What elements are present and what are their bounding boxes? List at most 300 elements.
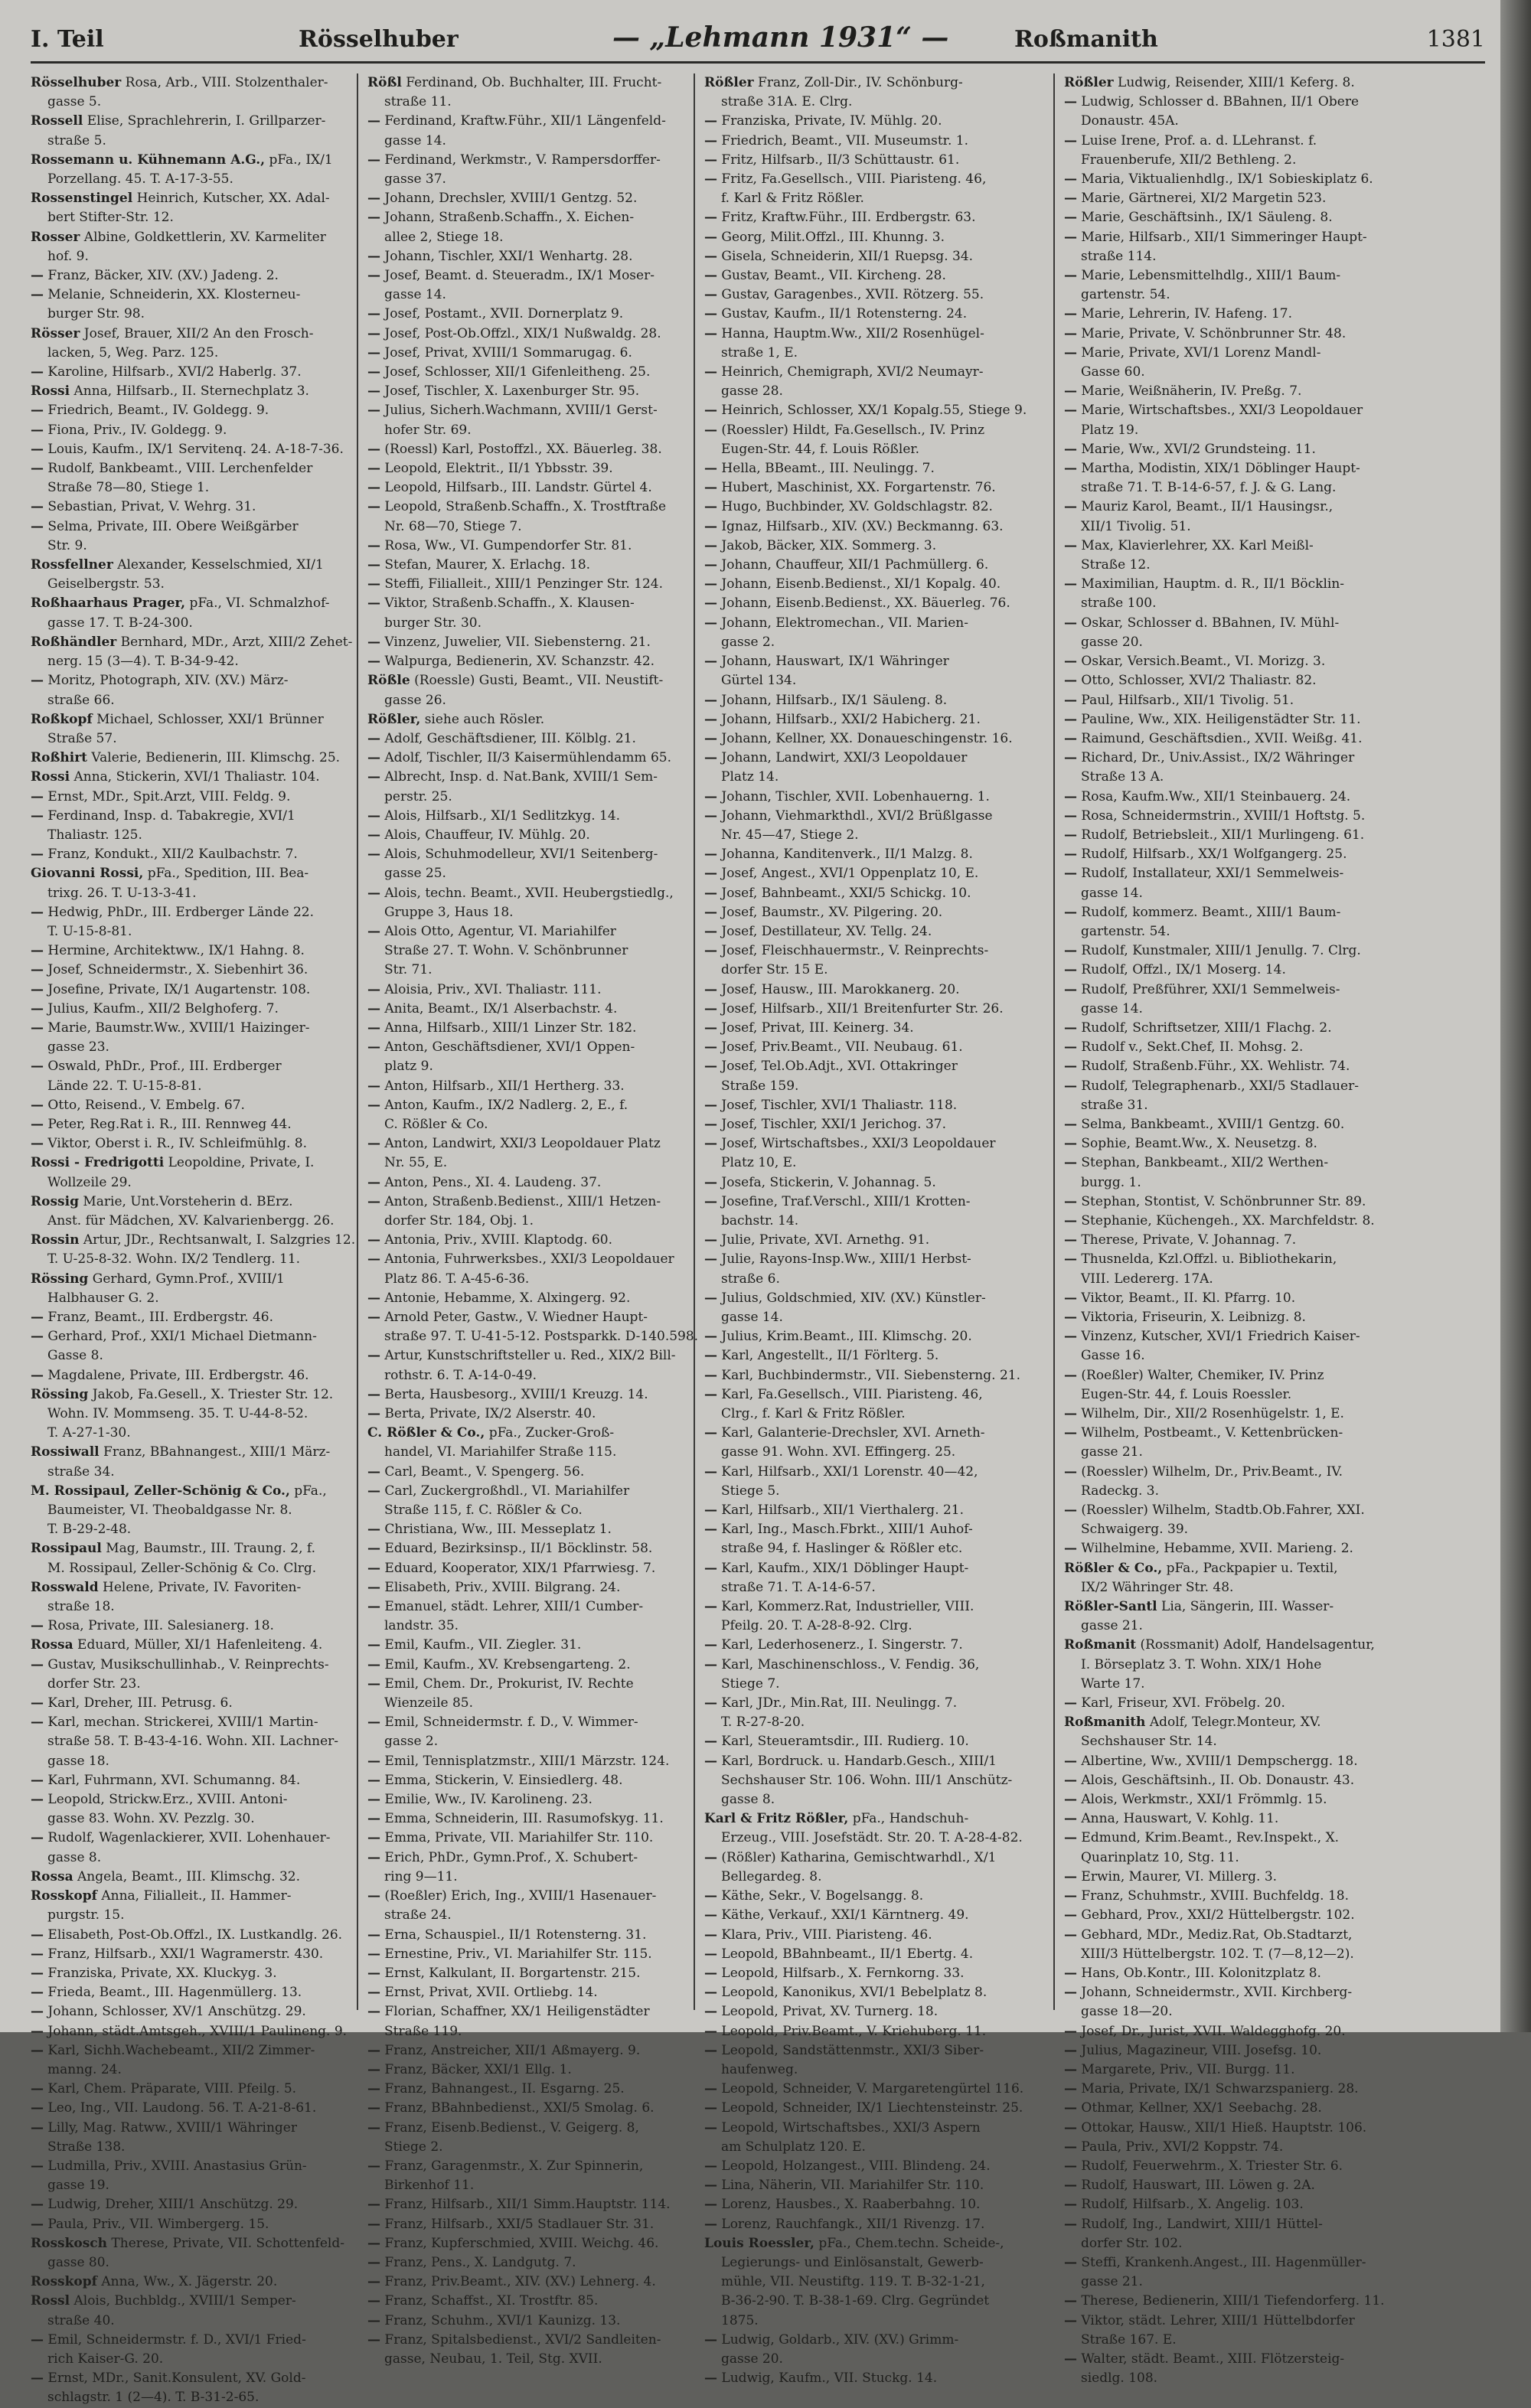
entry-details: Oskar, Schlosser d. BBahnen, IV. Mühl- [1081,615,1340,631]
entry-surname: — [367,1020,380,1036]
entry-details: Ludmilla, Priv., XVIII. Anastasius Grün- [47,2158,307,2174]
directory-entry [704,2022,1020,2041]
entry-details: Sebastian, Privat, V. Wehrg. 31. [47,499,256,515]
directory-entry [704,1289,1020,1308]
directory-entry [367,2195,683,2214]
directory-entry [31,1289,346,1308]
entry-details: (Roeßler) Erich, Ing., XVIII/1 Hasenauer- [384,1888,657,1904]
directory-entry [367,1771,683,1790]
entry-details: Marie, Lebensmittelhdlg., XIII/1 Baum- [1081,268,1341,284]
entry-details: straße 58. T. B-43-4-16. Wohn. XII. Lachner- [47,1734,339,1750]
entry-details: Warte 17. [1081,1675,1145,1692]
entry-surname: — [1064,827,1077,843]
entry-surname: — [31,1715,44,1731]
directory-entry [367,1964,683,1983]
directory-entry [1064,845,1379,864]
entry-surname: Rössing [31,1271,89,1287]
directory-entry [704,421,1020,440]
entry-details: gasse 23. [47,1039,109,1056]
entry-details: (Roessle) Gusti, Beamt., VII. Neustift- [414,673,664,689]
entry-surname: — [704,866,717,882]
directory-entry [31,1115,346,1134]
entry-surname: — [1064,306,1077,322]
entry-details: (Rossmanit) Adolf, Handelsagentur, [1140,1637,1375,1653]
entry-details: Wilhelm, Dir., XII/2 Rosenhügelstr. 1, E. [1081,1406,1344,1422]
entry-details: bachstr. 14. [721,1212,799,1228]
directory-entry [31,1193,346,1212]
entry-surname: — [704,1927,717,1943]
entry-details: Leopold, Sandstättenmstr., XXI/3 Siber- [721,2042,984,2058]
entry-details: Eugen-Str. 44, f. Louis Roessler. [1081,1386,1292,1402]
entry-details: Albertine, Ww., XVIII/1 Dempschergg. 18. [1081,1753,1358,1769]
directory-entry [704,459,1020,478]
entry-details: Anna, Ww., X. Jägerstr. 20. [101,2274,278,2290]
entry-surname: — [704,2178,717,2194]
entry-details: Wilhelmine, Hebamme, XVII. Marieng. 2. [1081,1541,1353,1557]
entry-surname: — [1064,94,1077,110]
entry-surname: — [31,2042,44,2058]
entry-details: Straße 57. [47,730,117,746]
last-entry-word: Roßmanith [1014,26,1158,53]
entry-details: Franz, Beamt., III. Erdbergstr. 46. [47,1310,274,1325]
entry-surname: — [704,904,717,920]
entry-details: Anna, Filialleit., II. Hammer- [101,1888,292,1904]
entry-details: VIII. Ledererg. 17A. [1081,1271,1213,1287]
entry-details: Vinzenz, Juwelier, VII. Siebensterng. 21. [384,634,651,650]
entry-surname: — [704,1522,717,1538]
entry-details: Wilhelm, Postbeamt., V. Kettenbrücken- [1081,1425,1343,1441]
entry-surname: — [704,268,717,284]
entry-surname: Rössing [31,1386,89,1402]
entry-details: gasse 14. [721,1310,783,1325]
directory-entry [31,459,346,478]
directory-entry [367,1463,683,1482]
entry-details: Julius, Sicherh.Wachmann, XVIII/1 Gerst- [384,403,658,419]
entry-details: Selma, Bankbeamt., XVIII/1 Gentzg. 60. [1081,1116,1345,1132]
entry-details: Johann, Straßenb.Schaffn., X. Eichen- [384,210,635,226]
entry-details: pFa., Spedition, III. Bea- [147,866,309,882]
directory-entry [31,1809,346,1829]
entry-details: Elise, Sprachlehrerin, I. Grillparzer- [87,113,326,129]
entry-details: Ludwig, Schlosser d. BBahnen, II/1 Obere [1081,94,1360,110]
directory-entry [704,1346,1020,1366]
directory-entry [704,1019,1020,1038]
directory-entry [704,614,1020,633]
directory-entry [367,729,683,749]
entry-surname: — [31,1695,44,1711]
entry-surname: — [31,981,44,997]
directory-entry [1064,189,1379,208]
directory-entry [367,459,683,478]
entry-surname: — [367,1251,380,1268]
directory-entry [367,1327,699,1346]
directory-entry [31,1926,346,1945]
entry-surname: — [31,1097,44,1113]
entry-surname: — [1064,1329,1077,1345]
directory-entry [1064,1077,1379,1096]
directory-entry [367,1193,683,1212]
directory-entry [1064,1231,1379,1250]
entry-details: Frieda, Beamt., III. Hagenmüllerg. 13. [47,1985,302,2001]
directory-entry [1064,93,1379,112]
directory-entry [1064,2119,1379,2138]
entry-surname: — [1064,499,1077,515]
directory-entry [367,2292,683,2311]
entry-details: Josefine, Private, IX/1 Augartenstr. 108. [47,981,311,997]
entry-surname: — [1064,383,1077,400]
directory-entry [1064,1308,1379,1327]
entry-details: Rudolf, Preßführer, XXI/1 Semmelweis- [1081,981,1340,997]
entry-details: Franz, BBahnbedienst., XXI/5 Smolag. 6. [384,2100,655,2116]
entry-details: Leopold, Elektrit., II/1 Ybbsstr. 39. [384,461,613,477]
directory-entry [1064,1019,1379,1038]
entry-details: (Rößler) Katharina, Gemischtwarhdl., X/1 [721,1849,997,1865]
entry-surname: — [367,248,380,264]
entry-surname: Rösser [31,325,80,341]
directory-entry [1064,2041,1379,2061]
entry-surname: — [704,461,717,477]
entry-surname: — [704,422,717,438]
entry-details: Alois, techn. Beamt., XVII. Heubergstiedlg., [384,885,674,901]
directory-entry [31,652,346,671]
entry-surname: — [31,1367,44,1383]
entry-details: Anton, Geschäftsdiener, XVI/1 Oppen- [384,1039,635,1056]
entry-surname: M. Rossipaul, Zeller-Schönig & Co., [31,1483,290,1499]
directory-entry [31,1829,346,1848]
entry-details: Wohn. IV. Mommseng. 35. T. U-44-8-52. [47,1406,308,1422]
entry-details: purgstr. 15. [47,1907,125,1923]
entry-details: Marie, Private, V. Schönbrunner Str. 48. [1081,325,1347,341]
directory-entry [31,1656,346,1675]
entry-details: Straße 78—80, Stiege 1. [47,480,210,496]
directory-entry [704,1732,1020,1751]
directory-entry [1064,768,1379,787]
entry-details: Antonia, Priv., XVIII. Klaptodg. 60. [384,1232,612,1248]
directory-entry [1064,556,1379,575]
directory-entry [367,2215,683,2234]
entry-surname: — [1064,1212,1077,1228]
entry-details: Franz, Zoll-Dir., IV. Schönburg- [758,75,963,90]
directory-entry [31,556,346,575]
directory-entry [31,614,346,633]
directory-entry [704,189,1020,208]
entry-surname: — [1064,1965,1077,1981]
entry-surname: — [367,1541,380,1557]
entry-surname: — [367,210,380,226]
entry-details: Josef, Tel.Ob.Adjt., XVI. Ottakringer [721,1059,958,1075]
entry-details: Pauline, Ww., XIX. Heiligenstädter Str. 11. [1081,711,1361,727]
entry-details: Gerhard, Gymn.Prof., XVIII/1 [92,1271,285,1287]
entry-details: Rudolf, Kunstmaler, XIII/1 Jenullg. 7. Clrg. [1081,943,1361,959]
directory-entry [1064,1463,1379,1482]
directory-entry [31,980,346,1000]
directory-entry [31,266,346,286]
entry-surname: — [1064,1367,1077,1383]
entry-surname: — [367,769,380,785]
entry-details: Emilie, Ww., IV. Karolineng. 23. [384,1792,592,1808]
entry-details: Bernhard, MDr., Arzt, XIII/2 Zehet- [120,634,353,650]
entry-details: gasse 8. [47,1849,102,1865]
entry-details: Franz, Kondukt., XII/2 Kaulbachstr. 7. [47,847,298,863]
entry-details: Richard, Dr., Univ.Assist., IX/2 Währinger [1081,750,1355,766]
entry-details: Gasse 60. [1081,364,1145,380]
entry-details: Hubert, Maschinist, XX. Forgartenstr. 76. [721,480,996,496]
entry-details: hof. 9. [47,248,89,264]
directory-entry [31,768,346,787]
entry-surname: — [367,923,380,939]
entry-surname: — [704,403,717,419]
directory-entry [704,266,1020,286]
entry-surname: — [1064,1463,1077,1480]
directory-entry [367,1945,683,1964]
entry-surname: — [367,1946,380,1962]
entry-details: straße 114. [1081,248,1157,264]
entry-surname: Karl & Fritz Rößler, [704,1811,849,1827]
column-2 [367,73,699,2367]
entry-details: Franz, Bäcker, XXI/1 Ellg. 1. [384,2061,572,2077]
directory-entry [31,749,346,768]
entry-details: Selma, Private, III. Obere Weißgärber [47,518,299,534]
directory-entry [1064,2176,1379,2195]
entry-details: Emma, Private, VII. Mariahilfer Str. 110. [384,1830,654,1846]
entry-details: Heinrich, Chemigraph, XVI/2 Neumayr- [721,364,984,380]
directory-entry [704,1463,1020,1482]
entry-surname: — [31,1830,44,1846]
entry-surname: — [31,2216,44,2232]
entry-details: Johann, Tischler, XXI/1 Wenhartg. 28. [384,248,633,264]
entry-details: Karl, Steueramtsdir., III. Rudierg. 10. [721,1734,969,1750]
directory-entry [367,2331,683,2350]
entry-surname: — [1064,904,1077,920]
directory-entry [1064,1578,1379,1597]
entry-surname: — [704,1985,717,2001]
entry-details: gasse 80. [47,2254,109,2270]
directory-entry [31,1019,346,1038]
directory-entry [31,1096,346,1115]
directory-entry [31,2099,346,2118]
entry-surname: — [1064,1772,1077,1788]
directory-entry [1064,671,1379,690]
entry-surname: — [704,2216,717,2232]
entry-details: Karl, Friseur, XVI. Fröbelg. 20. [1081,1695,1285,1711]
entry-surname: — [704,654,717,670]
entry-details: Rudolf v., Sekt.Chef, II. Mohsg. 2. [1081,1039,1304,1056]
directory-entry [1064,1983,1379,2002]
entry-surname: — [31,808,44,824]
directory-entry [367,266,683,286]
directory-entry [1064,1153,1379,1173]
entry-details: Bellegardeg. 8. [721,1868,822,1884]
entry-details: Adolf, Geschäftsdiener, III. Kölblg. 21. [384,730,636,746]
entry-details: Emma, Stickerin, V. Einsiedlerg. 48. [384,1772,623,1788]
entry-surname: — [367,480,380,496]
entry-surname: — [367,1097,380,1113]
entry-details: straße 100. [1081,595,1157,612]
directory-entry [704,1945,1020,1964]
directory-entry [31,633,353,652]
entry-details: Marie, Lehrerin, IV. Hafeng. 17. [1081,306,1293,322]
entry-surname: — [1064,325,1077,341]
directory-entry [367,594,683,613]
entry-details: gasse 14. [384,132,446,148]
entry-surname: — [31,2197,44,2213]
entry-surname: — [367,2004,380,2020]
directory-entry [704,1327,1020,1346]
entry-details: Artur, Kunstschriftsteller u. Red., XIX/2 Bill- [384,1348,676,1364]
directory-entry [31,2080,346,2099]
entry-surname: — [367,808,380,824]
entry-details: Karl, Fa.Gesellsch., VIII. Piaristeng. 46, [721,1386,983,1402]
entry-surname: Louis Roessler, [704,2235,814,2251]
entry-details: Anton, Kaufm., IX/2 Nadlerg. 2, E., f. [384,1097,628,1113]
directory-entry [1064,1732,1379,1751]
entry-details: Wollzeile 29. [47,1174,132,1190]
directory-entry [367,1501,683,1520]
entry-surname: — [1064,2216,1077,2232]
entry-surname: — [704,1039,717,1056]
entry-details: Porzellang. 45. T. A-17-3-55. [47,171,233,188]
entry-details: Josef, Fleischhauermstr., V. Reinprechts- [721,943,989,959]
entry-surname: — [1064,1290,1077,1306]
entry-details: bert Stifter-Str. 12. [47,210,174,226]
entry-details: Leopold, BBahnbeamt., II/1 Ebertg. 4. [721,1946,974,1962]
entry-surname: — [1064,344,1077,361]
directory-entry [31,1134,346,1153]
directory-entry [1064,1945,1379,1964]
entry-details: straße 34. [47,1463,115,1480]
entry-details: Anna, Stickerin, XVI/1 Thaliastr. 104. [73,769,320,785]
directory-entry [1064,1713,1379,1732]
entry-details: Ferdinand, Kraftw.Führ., XII/1 Längenfeld- [384,113,666,129]
directory-entry [704,864,1020,883]
entry-surname: — [1064,1406,1077,1422]
entry-surname: — [704,2081,717,2097]
entry-details: Franz, Priv.Beamt., XIV. (XV.) Lehnerg. 4. [384,2274,656,2290]
directory-entry [367,652,683,671]
entry-surname: — [31,1985,44,2001]
entry-details: straße 11. [384,94,452,110]
entry-details: Karl, Buchbindermstr., VII. Siebensterng. 21. [721,1367,1020,1383]
entry-surname: — [704,1348,717,1364]
entry-surname: — [704,1193,717,1209]
entry-details: Gebhard, Prov., XXI/2 Hüttelbergstr. 102. [1081,1907,1355,1923]
directory-entry [367,1405,683,1424]
entry-details: B-36-2-90. T. B-38-1-69. Clrg. Gegründet [721,2293,990,2309]
directory-entry [31,2273,346,2292]
directory-entry [704,788,1020,807]
entry-surname: — [1064,1888,1077,1904]
directory-entry [31,305,346,324]
directory-entry [1064,749,1379,768]
directory-entry [1064,1000,1379,1019]
entry-surname: — [704,1367,717,1383]
directory-entry [704,2061,1020,2080]
directory-entry [31,1366,346,1385]
entry-surname: — [1064,1907,1077,1923]
column-4 [1064,73,1385,2387]
directory-entry [704,710,1020,729]
entry-details: straße 71. T. B-14-6-57, f. J. & G. Lang. [1081,480,1337,496]
entry-details: Emil, Kaufm., VII. Ziegler. 31. [384,1637,582,1653]
directory-entry [367,2157,683,2176]
entry-details: Platz 10, E. [721,1155,797,1171]
directory-entry [31,2388,346,2407]
entry-surname: — [704,923,717,939]
directory-entry [367,2061,683,2080]
entry-details: Franz, Hilfsarb., XXI/5 Stadlauer Str. 31. [384,2216,655,2232]
entry-details: Josef, Schneidermstr., X. Siebenhirt 36. [47,962,308,978]
directory-entry [367,325,683,344]
entry-surname: — [367,152,380,168]
entry-surname: — [367,1985,380,2001]
entry-details: Johann, Landwirt, XXI/3 Leopoldauer [721,750,968,766]
directory-entry [1064,1656,1379,1675]
entry-details: Otto, Reisend., V. Embelg. 67. [47,1097,245,1113]
entry-surname: — [1064,943,1077,959]
directory-entry [1064,2234,1379,2253]
directory-entry [367,941,683,961]
first-entry-word: Rösselhuber [299,26,459,53]
directory-entry [704,1153,1020,1173]
entry-details: Therese, Bedienerin, XIII/1 Tiefendorferg. 11. [1081,2293,1385,2309]
directory-entry [704,2041,1020,2061]
entry-details: gasse, Neubau, 1. Teil, Stg. XVII. [384,2351,602,2367]
entry-details: straße 1, E. [721,344,798,361]
entry-surname: — [367,634,380,650]
entry-details: Gebhard, MDr., Mediz.Rat, Ob.Stadtarzt, [1081,1927,1353,1943]
entry-details: Artur, JDr., Rechtsanwalt, I. Salzgries 12. [83,1232,356,1248]
directory-entry [704,652,1020,671]
directory-entry [1064,980,1379,1000]
entry-details: Lia, Sängerin, III. Wasser- [1161,1599,1334,1615]
directory-entry [1064,864,1379,883]
entry-details: Jakob, Fa.Gesell., X. Triester Str. 12. [92,1386,334,1402]
entry-details: Donaustr. 45A. [1081,113,1179,129]
entry-details: pFa., Zucker-Groß- [488,1425,615,1441]
entry-details: Karl, Ing., Masch.Fbrkt., XIII/1 Auhof- [721,1522,973,1538]
entry-details: straße 31. [1081,1097,1148,1113]
directory-entry [704,2253,1020,2273]
entry-surname: — [704,480,717,496]
directory-entry [1064,1790,1379,1809]
directory-entry [704,112,1020,131]
directory-entry [1064,2061,1379,2080]
entry-surname: Rossell [31,113,83,129]
entry-surname: — [704,557,717,573]
directory-entry [704,1193,1020,1212]
entry-details: Arnold Peter, Gastw., V. Wiedner Haupt- [384,1310,648,1325]
entry-details: Johann, Eisenb.Bedienst., XI/1 Kopalg. 40. [721,576,1001,592]
entry-details: Josef, Tischler, XVI/1 Thaliastr. 118. [721,1097,958,1113]
directory-entry [1064,575,1379,594]
entry-surname: — [1064,403,1077,419]
directory-entry [704,1617,1020,1636]
directory-entry [31,93,346,112]
directory-entry [704,941,1020,961]
directory-entry [704,2119,1020,2138]
entry-details: gasse 26. [384,692,446,708]
directory-entry [31,132,346,151]
entry-surname: — [367,1715,380,1731]
entry-details: Karl, Sichh.Wachebeamt., XII/2 Zimmer- [47,2042,315,2058]
entry-details: gasse 20. [721,2351,783,2367]
directory-entry [31,1038,346,1057]
directory-entry [704,1385,1020,1405]
entry-details: rich Kaiser-G. 20. [47,2351,164,2367]
directory-entry [704,1482,1020,1501]
directory-entry [31,691,346,710]
entry-details: Anst. für Mädchen, XV. Kalvarienbergg. 26. [47,1212,335,1228]
